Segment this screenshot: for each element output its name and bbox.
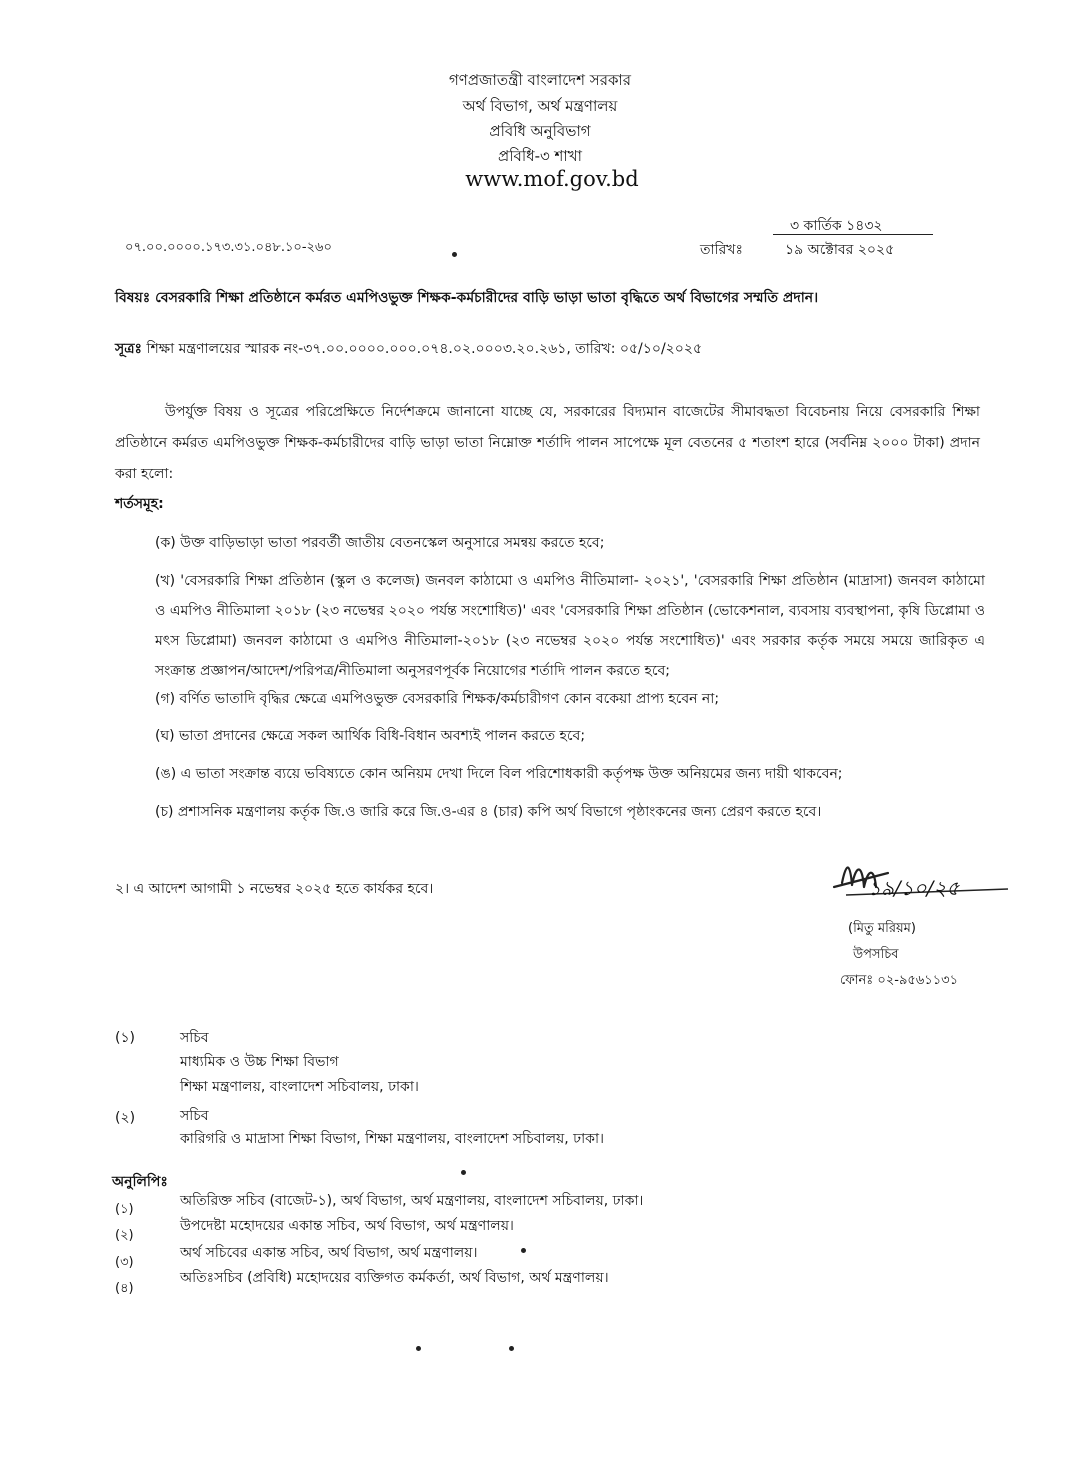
recipient-line: সচিব bbox=[180, 1030, 209, 1046]
date-english: ১৯ অক্টোবর ২০২৫ bbox=[785, 242, 895, 258]
effective-date-line: ২। এ আদেশ আগামী ১ নভেম্বর ২০২৫ হতে কার্যকর হবে। bbox=[115, 881, 434, 897]
wing-name: প্রবিধি অনুবিভাগ bbox=[489, 122, 591, 140]
memo-number: ০৭.০০.০০০০.১৭৩.৩১.০৪৮.১০-২৬০ bbox=[125, 240, 332, 255]
date-divider bbox=[773, 234, 933, 235]
copy-item: অর্থ সচিবের একান্ত সচিব, অর্থ বিভাগ, অর্থ মন্ত্রণালয়। bbox=[180, 1245, 478, 1261]
recipient-number: (১) bbox=[115, 1030, 136, 1046]
copy-item: অতিরিক্ত সচিব (বাজেট-১), অর্থ বিভাগ, অর্থ মন্ত্রণালয়, বাংলাদেশ সচিবালয়, ঢাকা। bbox=[180, 1193, 644, 1209]
recipient-line: সচিব bbox=[180, 1108, 209, 1124]
body-text: উপর্যুক্ত বিষয় ও সূত্রের পরিপ্রেক্ষিতে নির্দেশক্রমে জানানো যাচ্ছে যে, সরকারের বিদ্যমান বাজেটের সীমাবদ্ধতা বিবেচনায় নিয়ে বেসরকারি শিক্ষা প্রতিষ্ঠানে কর্মরত এমপিওভুক্ত শিক্ষক-কর্মচারীদের বাড়ি ভাড়া ভাতা নিম্নোক্ত শর্তাদি পালন সাপেক্ষে মূল বেতনের ৫ শতাংশ হারে (সর্বনিম্ন ২০০০ টাকা) প্রদান করা হলো: bbox=[115, 404, 980, 482]
scan-speck bbox=[521, 1248, 526, 1253]
division-name: অর্থ বিভাগ, অর্থ মন্ত্রণালয় bbox=[462, 97, 618, 115]
conditions-heading: শর্তসমূহ: bbox=[115, 496, 164, 512]
condition-item: (ঙ) এ ভাতা সংক্রান্ত ব্যয়ে ভবিষ্যতে কোন অনিয়ম দেখা দিলে বিল পরিশোধকারী কর্তৃপক্ষ উক্ত অনিয়মের জন্য দায়ী থাকবেন; bbox=[155, 766, 843, 782]
signatory-phone: ফোনঃ ০২-৯৫৬১১৩১ bbox=[840, 973, 959, 988]
recipient-number: (২) bbox=[115, 1110, 136, 1126]
subject-line bbox=[115, 286, 818, 310]
condition-item: (চ) প্রশাসনিক মন্ত্রণালয় কর্তৃক জি.ও জারি করে জি.ও-এর ৪ (চার) কপি অর্থ বিভাগে পৃষ্ঠাংকনের জন্য প্রেরণ করতে হবে। bbox=[155, 804, 822, 820]
recipient-line: শিক্ষা মন্ত্রণালয়, বাংলাদেশ সচিবালয়, ঢাকা। bbox=[180, 1079, 419, 1095]
copy-item: উপদেষ্টা মহোদয়ের একান্ত সচিব, অর্থ বিভাগ, অর্থ মন্ত্রণালয়। bbox=[180, 1218, 514, 1234]
reference-label: সূত্রঃ bbox=[115, 341, 142, 357]
scan-speck bbox=[509, 1346, 514, 1351]
signatory-name: (মিতু মরিয়ম) bbox=[848, 921, 916, 936]
signature-date: ১৯/১০/২৫ bbox=[868, 876, 960, 900]
subject-text: বেসরকারি শিক্ষা প্রতিষ্ঠানে কর্মরত এমপিওভুক্ত শিক্ষক-কর্মচারীদের বাড়ি ভাড়া ভাতা বৃদ্ধিতে অর্থ বিভাগের সম্মতি প্রদান। bbox=[155, 290, 819, 306]
copy-item: অতিঃসচিব (প্রবিধি) মহোদয়ের ব্যক্তিগত কর্মকর্তা, অর্থ বিভাগ, অর্থ মন্ত্রণালয়। bbox=[180, 1270, 609, 1286]
website-link[interactable]: www.mof.gov.bd bbox=[465, 167, 639, 191]
date-label: তারিখঃ bbox=[700, 242, 743, 258]
scan-speck bbox=[452, 252, 457, 257]
reference-line bbox=[115, 337, 702, 361]
branch-name: প্রবিধি-৩ শাখা bbox=[498, 147, 582, 165]
copy-number: (৩) bbox=[115, 1255, 134, 1270]
subject-label: বিষয়ঃ bbox=[115, 290, 151, 306]
body-paragraph bbox=[115, 397, 980, 490]
scan-speck bbox=[416, 1346, 421, 1351]
condition-item: (খ) 'বেসরকারি শিক্ষা প্রতিষ্ঠান (স্কুল ও কলেজ) জনবল কাঠামো ও এমপিও নীতিমালা- ২০২১', 'বেসরকারি শিক্ষা প্রতিষ্ঠান (মাদ্রাসা) জনবল কাঠামো ও এমপিও নীতিমালা ২০১৮ (২৩ নভেম্বর ২০২০ পর্যন্ত সংশোধিত)' এবং 'বেসরকারি শিক্ষা প্রতিষ্ঠান (ভোকেশনাল, ব্যবসায় ব্যবস্থাপনা, কৃষি ডিপ্লোমা ও মৎস ডিপ্লোমা) জনবল কাঠামো ও এমপিও নীতিমালা-২০১৮ (২৩ নভেম্বর ২০২০ পর্যন্ত সংশোধিত)' এবং সরকার কর্তৃক সময়ে সময়ে জারিকৃত এ সংক্রান্ত প্রজ্ঞাপন/আদেশ/পরিপত্র/নীতিমালা অনুসরণপূর্বক নিয়োগের শর্তাদি পালন করতে হবে; bbox=[155, 573, 985, 679]
copy-number: (১) bbox=[115, 1202, 134, 1217]
copy-number: (২) bbox=[115, 1228, 134, 1243]
condition-item: (গ) বর্ণিত ভাতাদি বৃদ্ধির ক্ষেত্রে এমপিওভুক্ত বেসরকারি শিক্ষক/কর্মচারীগণ কোন বকেয়া প্রাপ্য হবেন না; bbox=[155, 691, 720, 707]
recipient-line: কারিগরি ও মাদ্রাসা শিক্ষা বিভাগ, শিক্ষা মন্ত্রণালয়, বাংলাদেশ সচিবালয়, ঢাকা। bbox=[180, 1131, 605, 1147]
recipient-line: মাধ্যমিক ও উচ্চ শিক্ষা বিভাগ bbox=[180, 1054, 339, 1070]
government-name: গণপ্রজাতন্ত্রী বাংলাদেশ সরকার bbox=[448, 71, 632, 89]
reference-text: শিক্ষা মন্ত্রণালয়ের স্মারক নং-৩৭.০০.০০০০.০০০.০৭৪.০২.০০০৩.২০.২৬১, তারিখ: ০৫/১০/২০২৫ bbox=[146, 341, 703, 357]
condition-item: (ক) উক্ত বাড়িভাড়া ভাতা পরবর্তী জাতীয় বেতনস্কেল অনুসারে সমন্বয় করতে হবে; bbox=[155, 535, 605, 551]
condition-item: (ঘ) ভাতা প্রদানের ক্ষেত্রে সকল আর্থিক বিধি-বিধান অবশ্যই পালন করতে হবে; bbox=[155, 728, 586, 744]
copy-number: (৪) bbox=[115, 1281, 134, 1296]
date-bangla: ৩ কার্তিক ১৪৩২ bbox=[790, 218, 883, 234]
signatory-designation: উপসচিব bbox=[853, 947, 899, 962]
copy-heading: অনুলিপিঃ bbox=[112, 1174, 168, 1190]
scan-speck bbox=[461, 1170, 466, 1175]
